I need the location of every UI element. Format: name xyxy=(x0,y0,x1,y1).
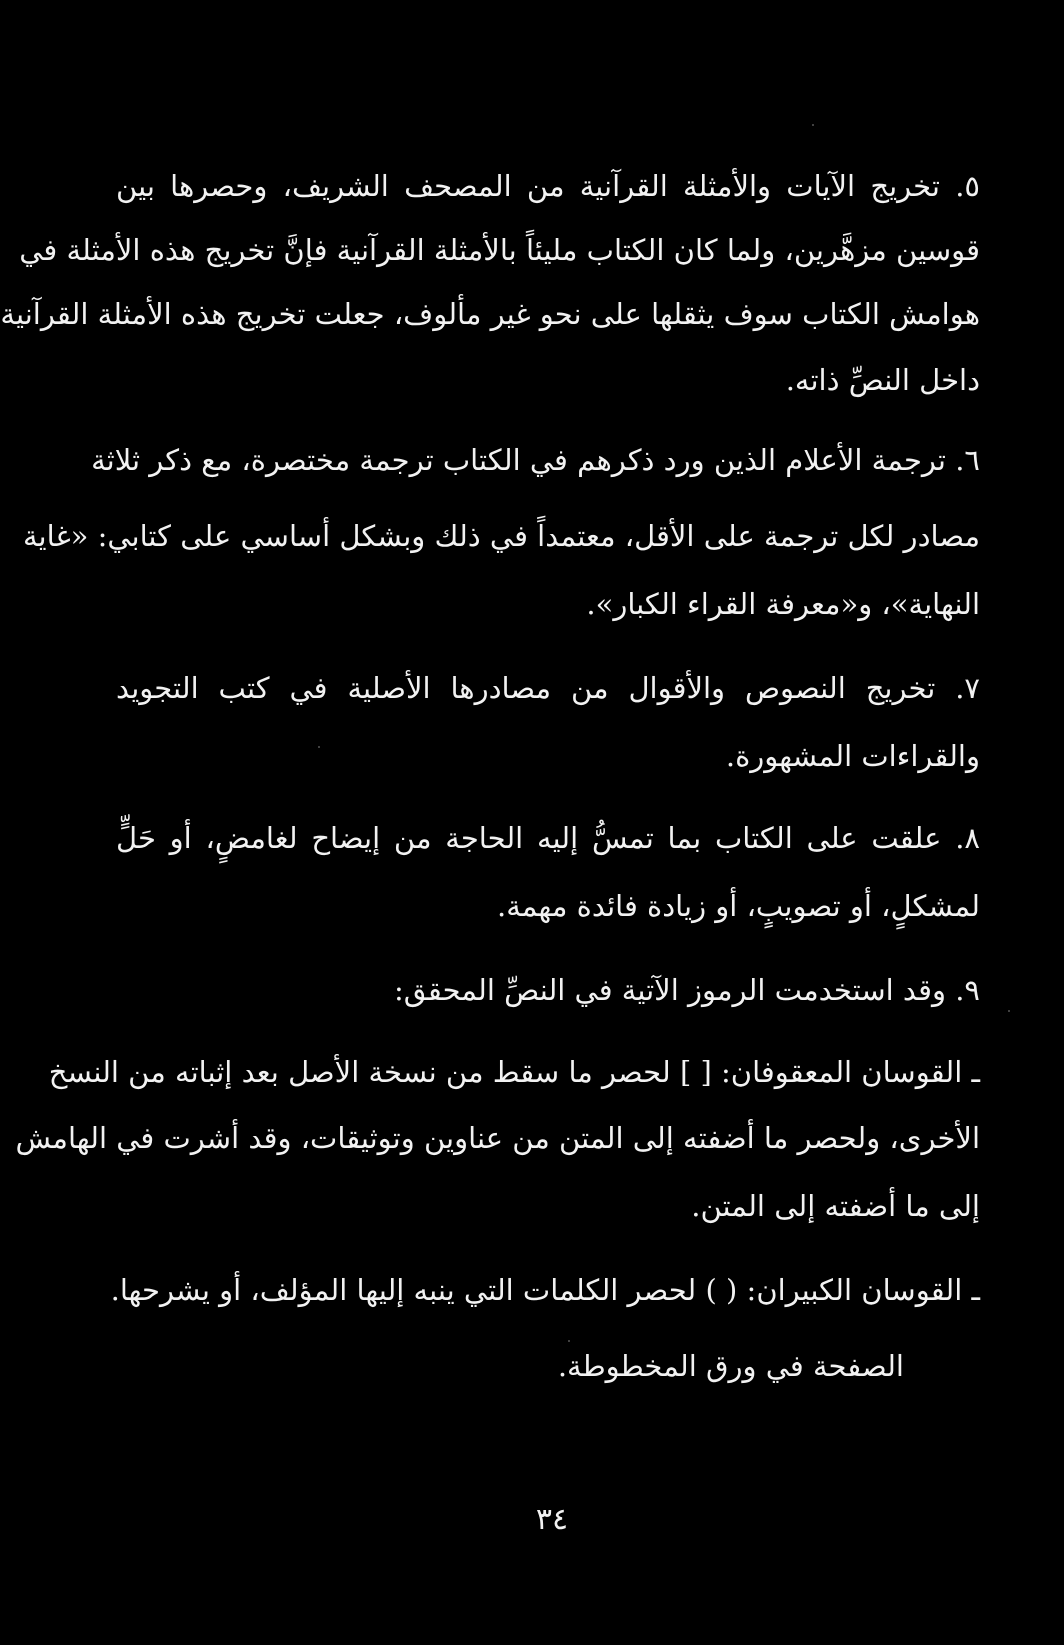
scan-speck xyxy=(568,1340,570,1342)
item-8-line-2: لمشكلٍ، أو تصويبٍ، أو زيادة فائدة مهمة. xyxy=(497,889,980,923)
brackets-note-line-1: ـ القوسان المعقوفان: [ ] لحصر ما سقط من نسخة الأصل بعد إثباته من النسخ xyxy=(48,1055,980,1089)
parentheses-note-line-1: ـ القوسان الكبيران: ( ) لحصر الكلمات التي ينبه إليها المؤلف، أو يشرحها. xyxy=(110,1273,980,1307)
scan-speck xyxy=(1008,1010,1010,1012)
parentheses-note-line-2: الصفحة في ورق المخطوطة. xyxy=(557,1349,904,1383)
item-5-line-1: ٥. تخريج الآيات والأمثلة القرآنية من المصحف الشريف، وحصرها بين xyxy=(116,169,980,203)
page-number: ٣٤ xyxy=(535,1502,569,1537)
item-5-line-3: هوامش الكتاب سوف يثقلها على نحو غير مألوف، جعلت تخريج هذه الأمثلة القرآنية xyxy=(0,297,980,331)
item-9-line-1: ٩. وقد استخدمت الرموز الآتية في النصِّ المحقق: xyxy=(393,973,980,1007)
item-6-line-3: النهاية»، و«معرفة القراء الكبار». xyxy=(586,587,980,621)
item-5-line-4: داخل النصِّ ذاته. xyxy=(785,363,980,397)
item-6-line-2: مصادر لكل ترجمة على الأقل، معتمداً في ذلك وبشكل أساسي على كتابي: «غاية xyxy=(22,519,980,553)
brackets-note-line-2: الأخرى، ولحصر ما أضفته إلى المتن من عناوين وتوثيقات، وقد أشرت في الهامش xyxy=(15,1121,980,1155)
brackets-note-line-3: إلى ما أضفته إلى المتن. xyxy=(691,1189,980,1223)
item-7-line-2: والقراءات المشهورة. xyxy=(725,739,980,773)
item-8-line-1: ٨. علقت على الكتاب بما تمسُّ إليه الحاجة من إيضاح لغامضٍ، أو حَلٍّ xyxy=(116,821,980,855)
item-6-line-1: ٦. ترجمة الأعلام الذين ورد ذكرهم في الكتاب ترجمة مختصرة، مع ذكر ثلاثة xyxy=(91,443,980,477)
item-7-line-1: ٧. تخريج النصوص والأقوال من مصادرها الأصلية في كتب التجويد xyxy=(116,671,980,705)
item-5-line-2: قوسين مزهَّرين، ولما كان الكتاب مليئاً بالأمثلة القرآنية فإنَّ تخريج هذه الأمثلة في xyxy=(19,233,980,267)
scan-speck xyxy=(812,124,814,126)
scan-speck xyxy=(318,746,320,748)
